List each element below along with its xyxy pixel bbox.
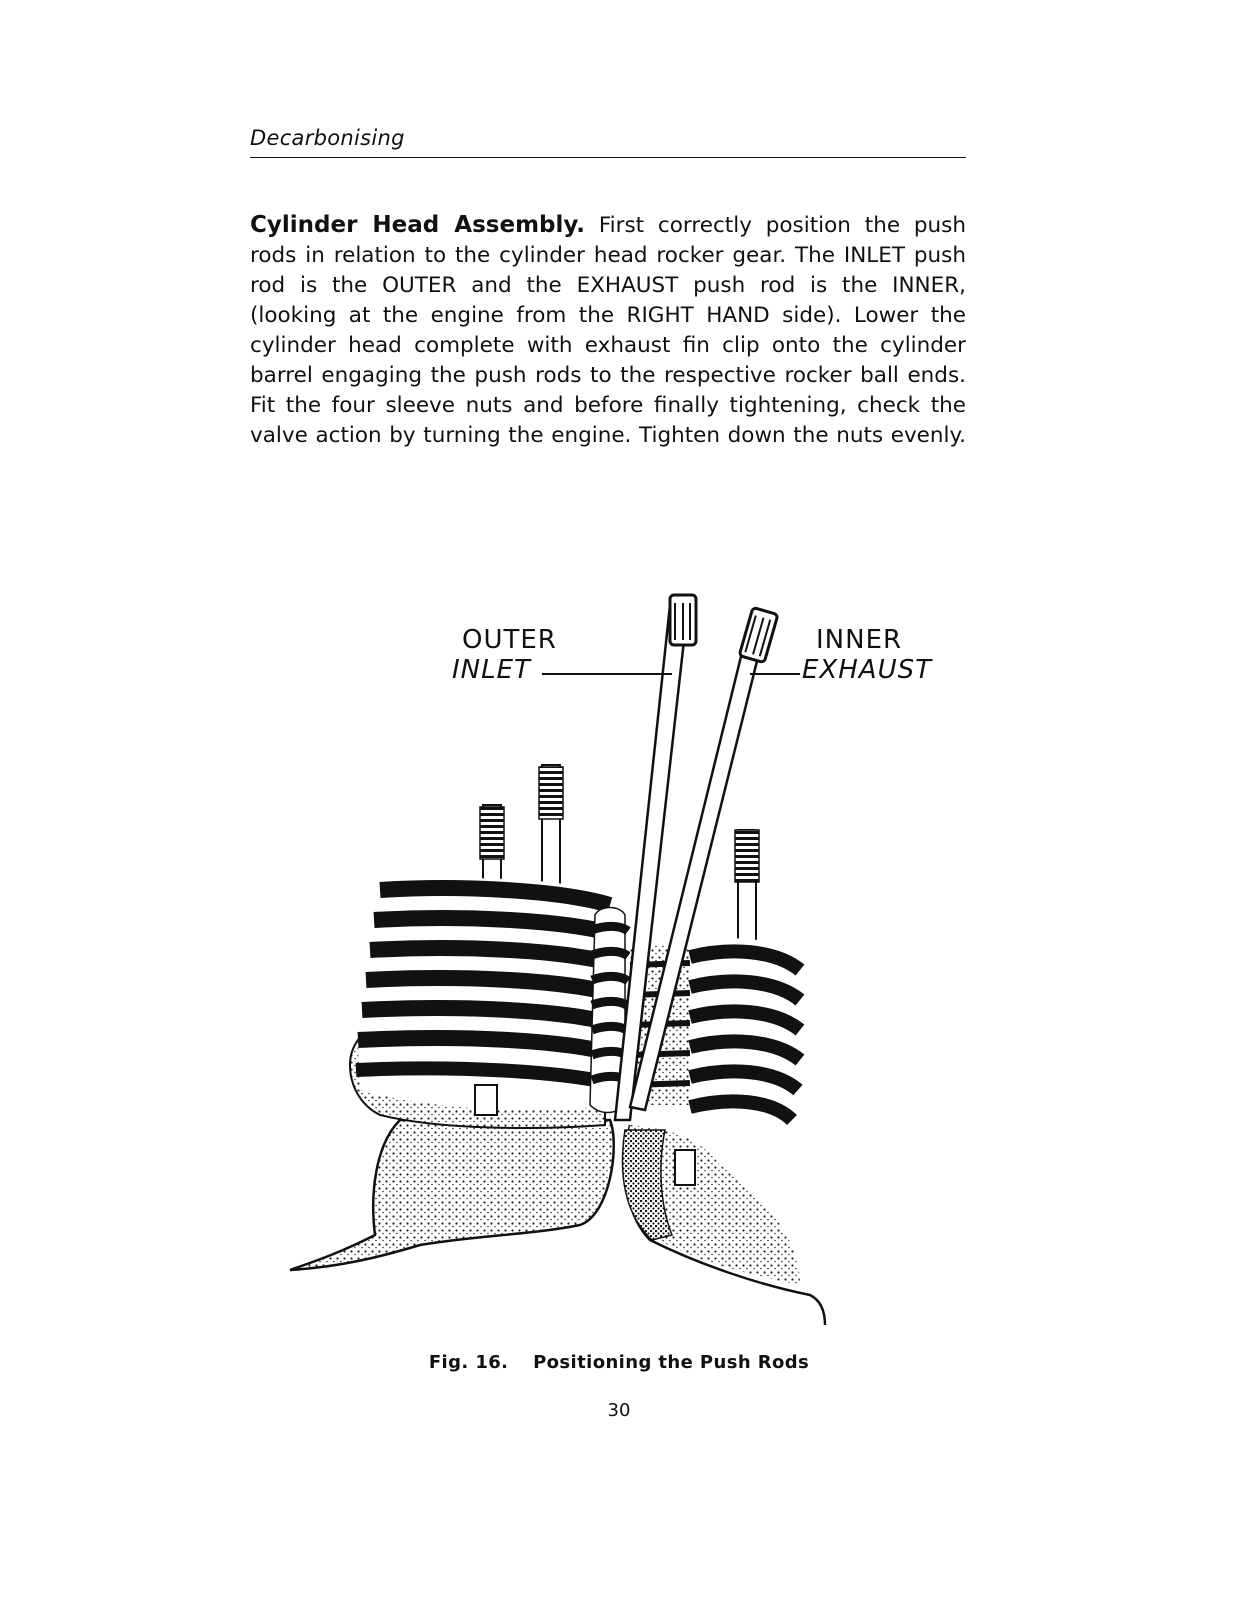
- header-rule: [250, 157, 966, 158]
- caption-number: Fig. 16.: [428, 1352, 509, 1373]
- label-outer: OUTER: [462, 625, 557, 655]
- cylinder-head-illustration: [280, 585, 940, 1325]
- running-head: Decarbonising: [250, 126, 405, 150]
- cooling-fins-left: [350, 878, 610, 1128]
- page-number: 30: [607, 1400, 631, 1421]
- caption-text: Positioning the Push Rods: [533, 1352, 810, 1373]
- label-inlet: INLET: [452, 655, 531, 685]
- figure-caption: [0, 1352, 1238, 1373]
- figure-16: [280, 585, 940, 1325]
- section-body: First correctly position the push rods in relation to the cylinder head rocker gear. The INLET push rod is the OUTER and the EXHAUST push rod is the INNER, (looking at the engine from the RIGHT HAND side). Lower the cylinder head complete with exhaust fin clip onto the cylinder barrel engaging the push rods to the respective rocker ball ends. Fit the four sleeve nuts and before finally tightening, check the valve action by turning the engine. Tighten down the nuts evenly.: [250, 213, 966, 448]
- section-heading: Cylinder Head Assembly.: [250, 212, 585, 238]
- label-inner: INNER: [816, 625, 903, 655]
- label-exhaust: EXHAUST: [802, 655, 932, 685]
- crankcase: [290, 1120, 825, 1325]
- section-paragraph: [250, 210, 966, 451]
